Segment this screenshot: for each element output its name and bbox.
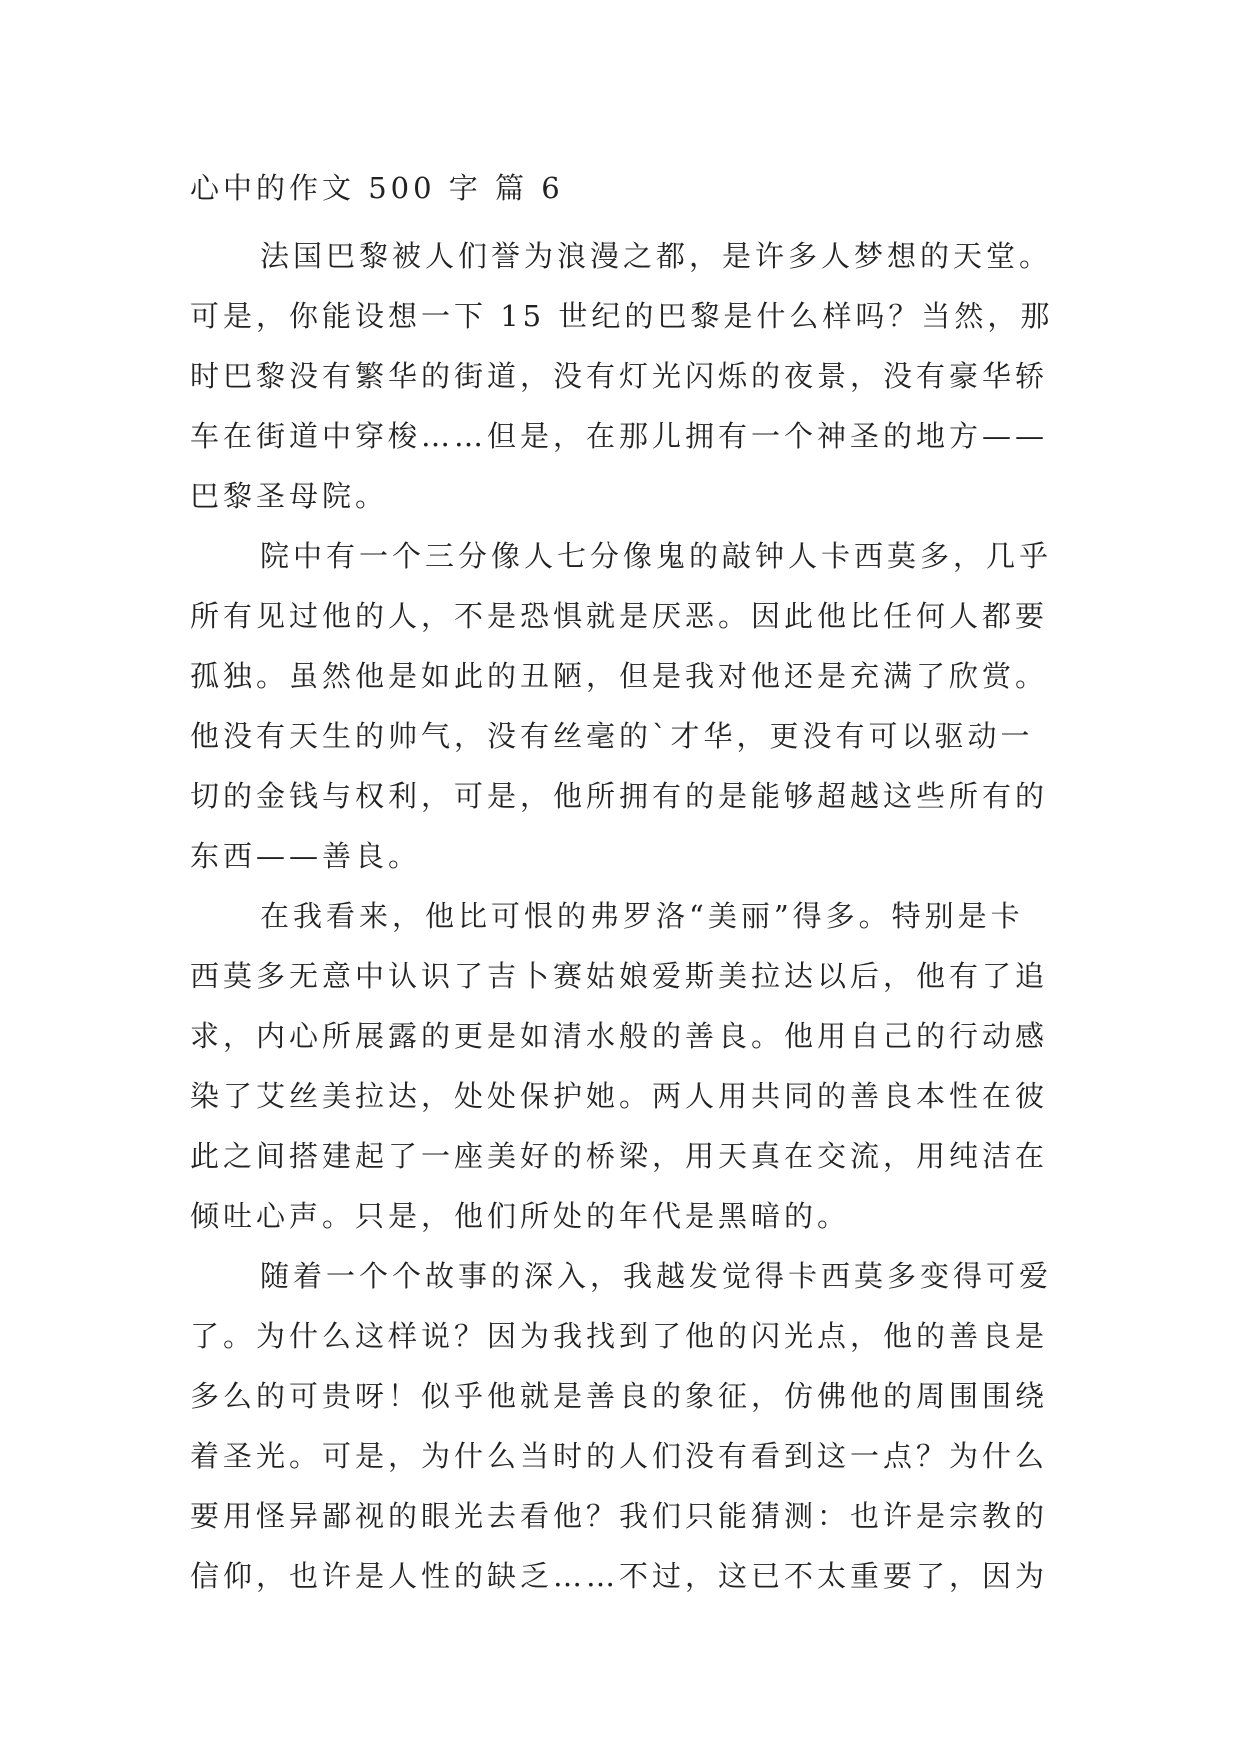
paragraph-line: 院中有一个三分像人七分像鬼的敲钟人卡西莫多，几乎 [260, 539, 1053, 573]
paragraph-4 [190, 1246, 1070, 1606]
paragraph-1 [190, 226, 1070, 526]
paragraph-line: 随着一个个故事的深入，我越发觉得卡西莫多变得可爱 [260, 1259, 1053, 1293]
paragraph-2 [190, 526, 1070, 886]
paragraph-line: 西莫多无意中认识了吉卜赛姑娘爱斯美拉达以后，他有了追 [190, 959, 1049, 993]
paragraph-line: 信仰，也许是人性的缺乏……不过，这已不太重要了，因为 [190, 1559, 1049, 1593]
paragraph-line: 多么的可贵呀！似乎他就是善良的象征，仿佛他的周围围绕 [190, 1379, 1049, 1413]
paragraph-line: 在我看来，他比可恨的弗罗洛“美丽”得多。特别是卡 [260, 899, 1024, 933]
paragraph-line: 时巴黎没有繁华的街道，没有灯光闪烁的夜景，没有豪华轿 [190, 359, 1049, 393]
paragraph-line: 东西——善良。 [190, 839, 422, 873]
paragraph-line: 着圣光。可是，为什么当时的人们没有看到这一点？为什么 [190, 1439, 1049, 1473]
paragraph-line: 他没有天生的帅气，没有丝毫的`才华，更没有可以驱动一 [190, 719, 1034, 753]
paragraph-line: 求，内心所展露的更是如清水般的善良。他用自己的行动感 [190, 1019, 1049, 1053]
paragraph-line: 可是，你能设想一下 15 世纪的巴黎是什么样吗？当然，那 [190, 299, 1054, 333]
paragraph-line: 了。为什么这样说？因为我找到了他的闪光点，他的善良是 [190, 1319, 1049, 1353]
paragraph-line: 孤独。虽然他是如此的丑陋，但是我对他还是充满了欣赏。 [190, 659, 1049, 693]
paragraph-line: 所有见过他的人，不是恐惧就是厌恶。因此他比任何人都要 [190, 599, 1049, 633]
paragraph-line: 巴黎圣母院。 [190, 479, 389, 513]
paragraph-line: 切的金钱与权利，可是，他所拥有的是能够超越这些所有的 [190, 779, 1049, 813]
paragraph-line: 车在街道中穿梭……但是，在那儿拥有一个神圣的地方—— [190, 419, 1049, 453]
essay-title: 心中的作文 500 字 篇 6 [190, 171, 564, 205]
paragraph-line: 染了艾丝美拉达，处处保护她。两人用共同的善良本性在彼 [190, 1079, 1049, 1113]
paragraph-line: 倾吐心声。只是，他们所处的年代是黑暗的。 [190, 1199, 851, 1233]
paragraph-line: 此之间搭建起了一座美好的桥梁，用天真在交流，用纯洁在 [190, 1139, 1049, 1173]
paragraph-line: 要用怪异鄙视的眼光去看他？我们只能猜测：也许是宗教的 [190, 1499, 1049, 1533]
essay-body [190, 168, 1070, 1606]
paragraph-line: 法国巴黎被人们誉为浪漫之都，是许多人梦想的天堂。 [260, 239, 1053, 273]
paragraph-3 [190, 886, 1070, 1246]
